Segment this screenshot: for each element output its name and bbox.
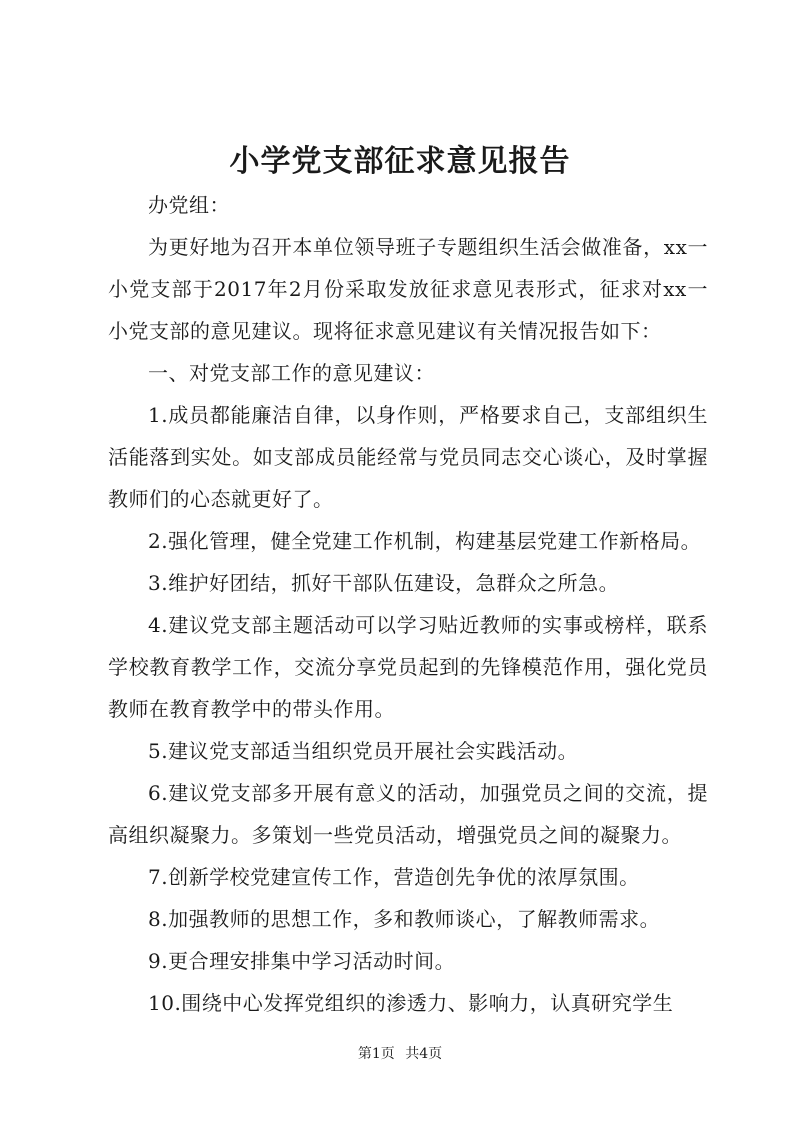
suggestion-item: 9.更合理安排集中学习活动时间。 <box>148 949 456 973</box>
intro-paragraph: 为更好地为召开本单位领导班子专题组织生活会做准备，xx一小党支部于2017年2月份采取发放征求意见表形式，征求对xx一小党支部的意见建议。现将征求意见建议有关情况报告如下： <box>108 235 708 343</box>
page-footer <box>0 1044 800 1064</box>
suggestion-item: 3.维护好团结，抓好干部队伍建设，急群众之所急。 <box>148 571 620 595</box>
document-body <box>108 184 708 1024</box>
section-heading: 一、对党支部工作的意见建议： <box>148 361 435 385</box>
suggestion-item: 5.建议党支部适当组织党员开展社会实践活动。 <box>148 739 579 763</box>
suggestion-item: 8.加强教师的思想工作，多和教师谈心，了解教师需求。 <box>148 907 661 931</box>
document-title: 小学党支部征求意见报告 <box>229 144 571 179</box>
suggestion-item: 4.建议党支部主题活动可以学习贴近教师的实事或榜样，联系学校教育教学工作，交流分享党员起到的先锋模范作用，强化党员教师在教育教学中的带头作用。 <box>108 613 708 721</box>
suggestion-item: 6.建议党支部多开展有意义的活动，加强党员之间的交流，提高组织凝聚力。多策划一些党员活动，增强党员之间的凝聚力。 <box>108 781 708 847</box>
suggestion-item: 7.创新学校党建宣传工作，营造创先争优的浓厚氛围。 <box>148 865 640 889</box>
page-total: 共4页 <box>405 1046 443 1062</box>
suggestion-item: 2.强化管理，健全党建工作机制，构建基层党建工作新格局。 <box>148 529 702 553</box>
page-number: 第1页 <box>357 1046 395 1062</box>
suggestion-item: 1.成员都能廉洁自律，以身作则，严格要求自己，支部组织生活能落到实处。如支部成员能经常与党员同志交心谈心，及时掌握教师们的心态就更好了。 <box>108 403 708 511</box>
suggestion-item: 10.围绕中心发挥党组织的渗透力、影响力，认真研究学生 <box>148 991 674 1015</box>
salutation: 办党组： <box>148 193 230 217</box>
